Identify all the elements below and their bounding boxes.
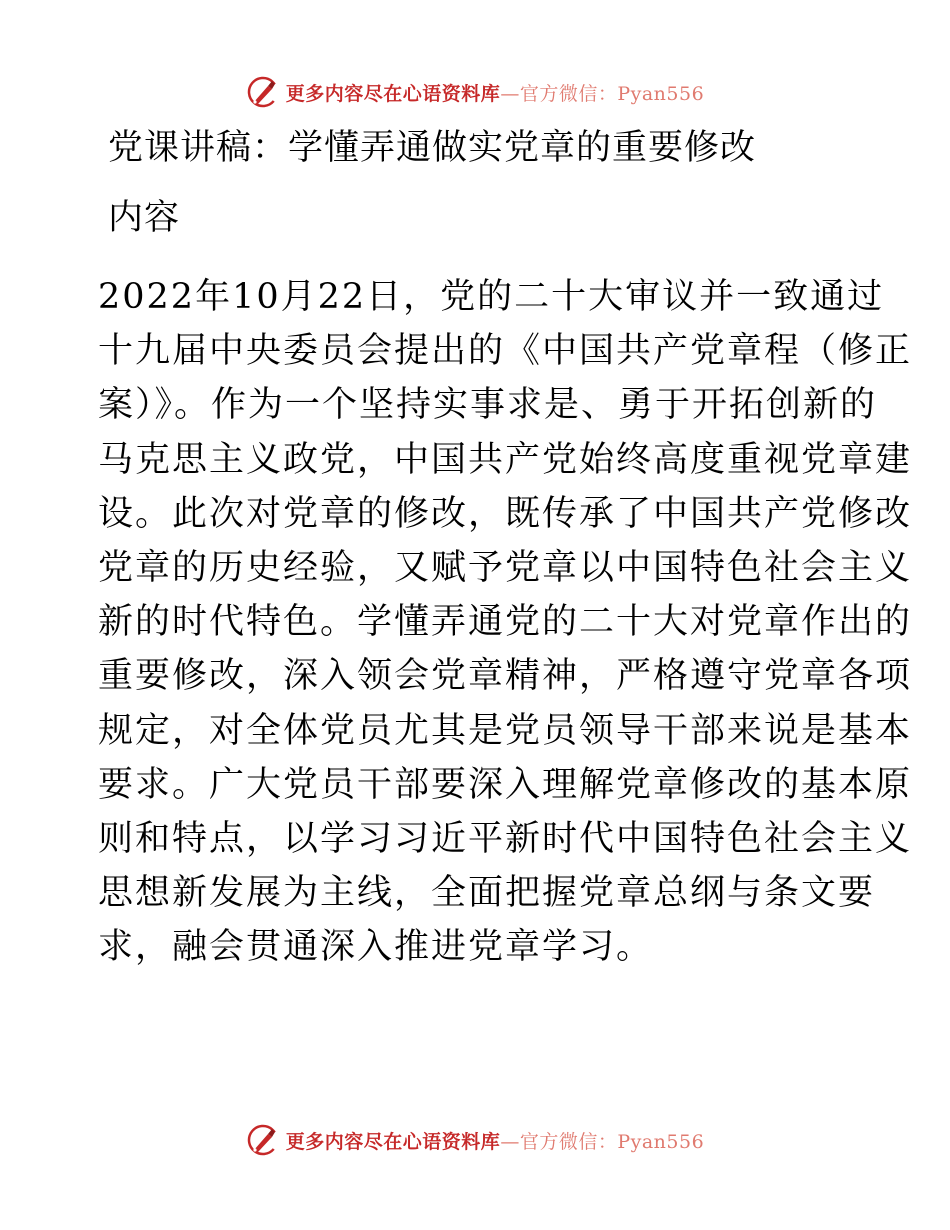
body-line: 规定，对全体党员尤其是党员领导干部来说是基本	[98, 710, 913, 751]
footer-wechat-label: 官方微信：	[519, 1130, 618, 1153]
document-body	[98, 270, 913, 974]
body-line: 十九届中央委员会提出的《中国共产党章程（修正	[98, 331, 913, 372]
body-line: 重要修改，深入领会党章精神，严格遵守党章各项	[98, 656, 913, 697]
header-banner	[0, 70, 950, 114]
pen-nib-logo-icon	[246, 75, 280, 109]
document-title: 党课讲稿：学懂弄通做实党章的重要修改	[108, 128, 757, 168]
footer-banner	[0, 1118, 950, 1162]
pen-nib-logo-icon	[246, 1123, 280, 1157]
footer-site-name: 更多内容尽在心语资料库	[285, 1130, 501, 1153]
header-wechat-id: Pyan556	[617, 82, 705, 105]
header-banner-text	[286, 79, 704, 106]
body-line: 则和特点，以学习习近平新时代中国特色社会主义	[98, 818, 913, 859]
body-line: 2022年10月22日，党的二十大审议并一致通过	[98, 277, 885, 317]
body-line: 马克思主义政党，中国共产党始终高度重视党章建	[98, 439, 913, 480]
footer-wechat-id: Pyan556	[617, 1130, 705, 1153]
body-line: 新的时代特色。学懂弄通党的二十大对党章作出的	[98, 602, 913, 643]
header-dash: —	[500, 82, 520, 105]
body-line: 设。此次对党章的修改，既传承了中国共产党修改	[98, 493, 913, 534]
footer-dash: —	[500, 1130, 520, 1153]
document-subtitle: 内容	[108, 198, 181, 238]
footer-banner-text	[286, 1127, 704, 1154]
body-line: 思想新发展为主线，全面把握党章总纲与条文要	[98, 873, 876, 914]
body-line: 要求。广大党员干部要深入理解党章修改的基本原	[98, 764, 913, 805]
body-line: 求，融会贯通深入推进党章学习。	[98, 927, 654, 968]
header-site-name: 更多内容尽在心语资料库	[285, 82, 501, 105]
body-line: 案）》。作为一个坚持实事求是、勇于开拓创新的	[98, 385, 878, 426]
header-wechat-label: 官方微信：	[519, 82, 618, 105]
body-line: 党章的历史经验，又赋予党章以中国特色社会主义	[98, 547, 913, 588]
